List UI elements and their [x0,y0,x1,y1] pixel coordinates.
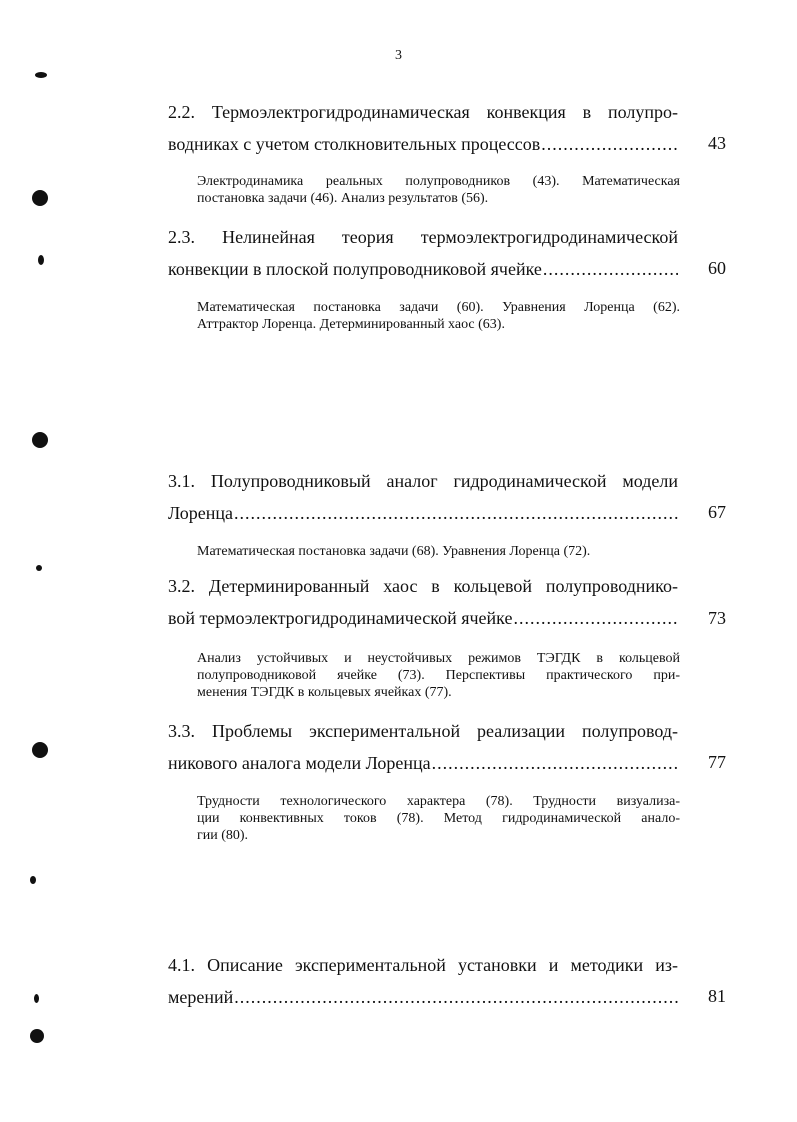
toc-entry-title-cont: конвекции в плоской полупроводниковой ячейке [168,259,542,279]
toc-subtopics: Трудности технологического характера (78). Трудности визуализа- ции конвективных токов (78). Метод гидродинамической анало- гии (80). [197,794,680,843]
toc-entry-title: 3.3. Проблемы экспериментальной реализации полупровод- [168,721,678,741]
scan-mark [32,742,48,758]
toc-page-number: 43 [708,133,726,153]
toc-entry-4-1 [168,949,678,1013]
toc-entry-title: 3.1. Полупроводниковый аналог гидродинамической модели [168,471,678,491]
leader-dots [513,602,678,634]
toc-page-number: 67 [708,502,726,522]
toc-page-number: 81 [708,986,726,1006]
page-number: 3 [395,48,402,63]
leader-dots [543,253,678,285]
toc-entry-title: 2.2. Термоэлектрогидродинамическая конвекция в полупро- [168,102,678,122]
leader-dots [541,128,678,160]
toc-entry-title-cont: Лоренца [168,503,234,523]
toc-entry-3-3 [168,715,678,779]
toc-entry-3-2 [168,570,678,634]
toc-subtopics: Электродинамика реальных полупроводников (43). Математическая постановка задачи (46). Анализ результатов (56). [197,174,680,206]
toc-page-number: 77 [708,752,726,772]
toc-entry-title-cont: мерений [168,987,234,1007]
scan-mark [30,876,36,884]
toc-entry-title: 3.2. Детерминированный хаос в кольцевой полупроводнико- [168,576,678,596]
scan-mark [32,190,48,206]
toc-entry-3-1 [168,465,678,529]
scan-mark [36,565,42,571]
toc-entry-title-cont: водниках с учетом столкновительных процессов [168,134,541,154]
toc-page-number: 60 [708,258,726,278]
leader-dots [234,981,678,1013]
toc-page-number: 73 [708,608,726,628]
toc-entry-title: 2.3. Нелинейная теория термоэлектрогидродинамической [168,227,678,247]
scan-mark [32,432,48,448]
toc-entry-title-cont: вой термоэлектрогидродинамической ячейке [168,608,513,628]
scan-mark [35,72,47,78]
toc-subtopics: Математическая постановка задачи (60). Уравнения Лоренца (62). Аттрактор Лоренца. Детерминированный хаос (63). [197,300,680,332]
scan-mark [38,255,44,265]
toc-subtopics: Анализ устойчивых и неустойчивых режимов ТЭГДК в кольцевой полупроводниковой ячейке (73). Перспективы практического при- менения ТЭГДК в кольцевых ячейках (77). [197,651,680,700]
toc-subtopics: Математическая постановка задачи (68). Уравнения Лоренца (72). [197,544,591,559]
scan-mark [30,1029,44,1043]
toc-entry-2-3 [168,221,678,285]
scan-mark [34,994,39,1003]
leader-dots [432,747,678,779]
toc-entry-title-cont: никового аналога модели Лоренца [168,753,431,773]
toc-entry-2-2 [168,96,678,160]
toc-entry-title: 4.1. Описание экспериментальной установки и методики из- [168,955,678,975]
leader-dots [234,497,678,529]
